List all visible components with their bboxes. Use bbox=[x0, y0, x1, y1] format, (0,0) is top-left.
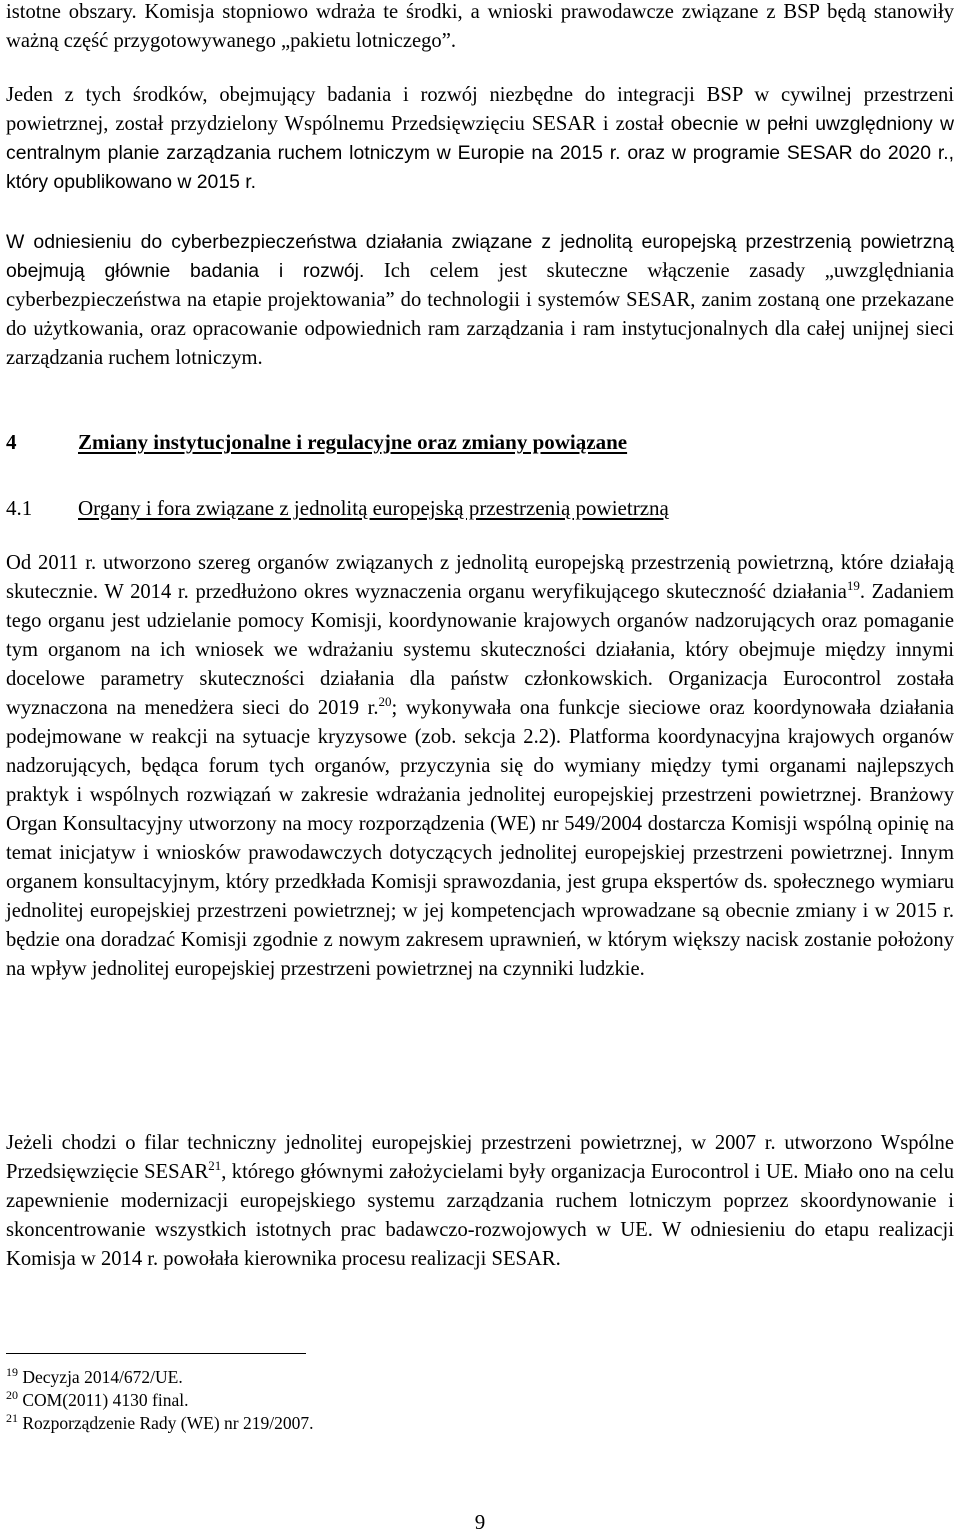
section-heading bbox=[6, 428, 954, 457]
footnote-21-number: 21 bbox=[6, 1411, 18, 1426]
paragraph-organs bbox=[6, 549, 954, 984]
footnote-21 bbox=[6, 1412, 706, 1435]
section-title: Zmiany instytucjonalne i regulacyjne oraz zmiany powiązane bbox=[78, 430, 628, 454]
paragraph-organs-text-2: . Zadaniem tego organu jest udzielanie pomocy Komisji, koordynowanie krajowych organów nadzorujących oraz pomaganie tym organom na ich wniosek we wdrażaniu systemu skuteczności działania, który obejmuje między innymi docelowe parametry skuteczności działania dla państw członkowskich. Organizacja Eurocontrol została wyznaczona na menedżera sieci do 2019 r. bbox=[6, 581, 954, 719]
footnote-19-text: Decyzja 2014/672/UE. bbox=[22, 1367, 183, 1387]
footnote-separator bbox=[6, 1353, 306, 1354]
footnote-20 bbox=[6, 1389, 706, 1412]
paragraph-sesar-uas-text-b: obecnie w pełni uwzględniony w centralnym planie zarządzania ruchem lotniczym w Europie na 2015 r. oraz w programie SESAR do 2020 r., który opublikowano w 2015 r. bbox=[6, 113, 954, 193]
paragraph-cybersecurity bbox=[6, 228, 954, 373]
paragraph-technical-pillar bbox=[6, 1129, 954, 1274]
footnotes bbox=[6, 1366, 706, 1435]
paragraph-technical-text-2: , którego głównymi założycielami były organizacja Eurocontrol i UE. Miało ono na celu zapewnienie modernizacji europejskiego systemu zarządzania ruchem lotniczym poprzez skoordynowanie i skoncentrowanie wszystkich istotnych prac badawczo-rozwojowych w UE. W odniesieniu do etapu realizacji Komisja w 2014 r. powołała kierownika procesu realizacji SESAR. bbox=[6, 1161, 955, 1270]
paragraph-organs-text-3: ; wykonywała ona funkcje sieciowe oraz koordynowała działania podejmowane w reakcji na sytuacje kryzysowe (zob. sekcja 2.2). Platforma koordynacyjna krajowych organów nadzorujących, będąca forum tych organów, przyczynia się do wymiany między tymi organami najlepszych praktyk i wspólnych rozwiązań w zakresie wdrażania jednolitej europejskiej przestrzeni powietrznej. Branżowy Organ Konsultacyjny utworzony na mocy rozporządzenia (WE) nr 549/2004 dostarcza Komisji wspólną opinię na temat inicjatyw i wniosków prawodawczych dotyczących jednolitej europejskiej przestrzeni powietrznej. Innym organem konsultacyjnym, który przedkłada Komisji sprawozdania, jest grupa ekspertów ds. społecznego wymiaru jednolitej europejskiej przestrzeni powietrznej; w jej kompetencjach wprowadzane są obecnie zmiany i w 2015 r. będzie ona doradzać Komisji zgodnie z nowym zakresem uprawnień, w którym większy nacisk zostanie położony na wpływ jednolitej europejskiej przestrzeni powietrznej na czynniki ludzkie. bbox=[6, 697, 955, 980]
footnote-20-number: 20 bbox=[6, 1388, 18, 1403]
paragraph-organs-text-1: Od 2011 r. utworzono szereg organów związanych z jednolitą europejską przestrzenią powietrzną, które działają skutecznie. W 2014 r. przedłużono okres wyznaczenia organu weryfikującego skuteczność działania bbox=[6, 552, 954, 603]
paragraph-cybersecurity-text-a: W odniesieniu do cyberbezpieczeństwa działania związane z jednolitą europejską przestrzenią powietrzną obejmują głównie badania i rozwój. bbox=[6, 231, 954, 282]
paragraph-cybersecurity-text-b: Ich celem jest skuteczne włączenie zasady „uwzględniania cyberbezpieczeństwa na etapie projektowania” do technologii i systemów SESAR, zanim zostaną one przekazane do użytkowania, oraz opracowanie odpowiednich ram zarządzania i ram instytucjonalnych dla całej unijnej sieci zarządzania ruchem lotniczym. bbox=[6, 260, 954, 369]
paragraph-sesar-uas bbox=[6, 81, 954, 197]
subsection-number: 4.1 bbox=[6, 496, 33, 520]
subsection-heading bbox=[6, 494, 954, 523]
footnote-ref-20: 20 bbox=[378, 694, 392, 710]
subsection-title: Organy i fora związane z jednolitą europejską przestrzenią powietrzną bbox=[78, 496, 669, 520]
footnote-ref-21: 21 bbox=[208, 1158, 222, 1174]
section-number: 4 bbox=[6, 430, 17, 454]
page-number: 9 bbox=[474, 1510, 486, 1534]
paragraph-intro-text: istotne obszary. Komisja stopniowo wdraża te środki, a wnioski prawodawcze związane z BSP będą stanowiły ważną część przygotowywanego „pakietu lotniczego”. bbox=[6, 1, 954, 52]
footnote-21-text: Rozporządzenie Rady (WE) nr 219/2007. bbox=[22, 1413, 314, 1433]
footnote-ref-19: 19 bbox=[846, 578, 860, 594]
footnote-20-text: COM(2011) 4130 final. bbox=[22, 1390, 189, 1410]
footnote-19-number: 19 bbox=[6, 1365, 18, 1380]
paragraph-sesar-uas-text-a: Jeden z tych środków, obejmujący badania i rozwój niezbędne do integracji BSP w cywilnej przestrzeni powietrznej, został przydzielony Wspólnemu Przedsięwzięciu SESAR i został bbox=[6, 84, 954, 135]
paragraph-technical-text-1: Jeżeli chodzi o filar techniczny jednolitej europejskiej przestrzeni powietrznej, w 2007 r. utworzono Wspólne Przedsięwzięcie SESAR bbox=[6, 1132, 954, 1183]
footnote-19 bbox=[6, 1366, 706, 1389]
paragraph-intro bbox=[6, 0, 954, 56]
